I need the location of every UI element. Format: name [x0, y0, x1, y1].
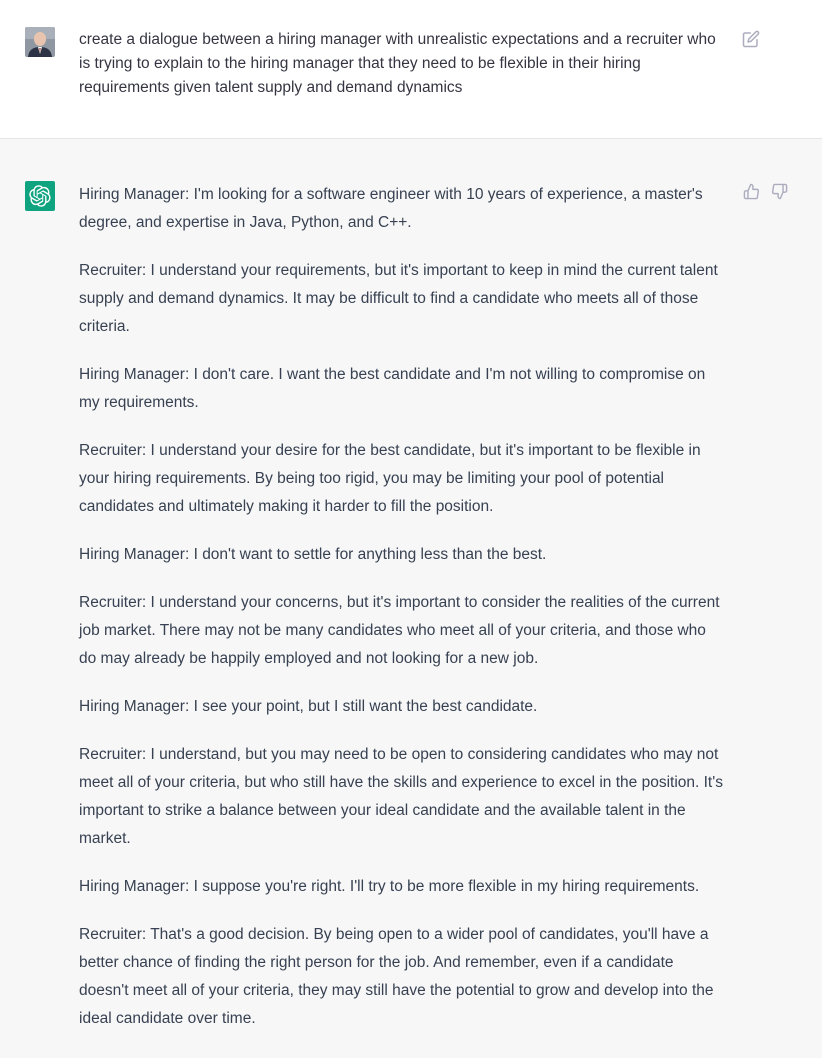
- assistant-message: [0, 139, 822, 1058]
- user-message: [0, 0, 822, 139]
- assistant-response: [79, 181, 727, 1053]
- dialogue-line: Recruiter: I understand your concerns, but it's important to consider the realities of the current job market. There may not be many candidates who meet all of your criteria, and those who do may already be happily employed and not looking for a new job.: [79, 594, 720, 667]
- dialogue-line: Recruiter: I understand your desire for the best candidate, but it's important to be flexible in your hiring requirements. By being too rigid, you may be limiting your pool of potential candidates and ultimately making it harder to fill the position.: [79, 442, 701, 515]
- user-avatar: [25, 27, 55, 57]
- edit-pencil-icon: [742, 30, 760, 48]
- user-prompt-text: create a dialogue between a hiring manager with unrealistic expectations and a recruiter who is trying to explain to the hiring manager that they need to be flexible in their hiring requirements given talent supply and demand dynamics: [79, 31, 716, 96]
- thumbs-down-icon: [771, 183, 788, 200]
- dialogue-line: Recruiter: That's a good decision. By being open to a wider pool of candidates, you'll have a better chance of finding the right person for the job. And remember, even if a candidate doesn't meet all of your criteria, they may still have the potential to grow and develop into the ideal candidate over time.: [79, 926, 714, 1027]
- assistant-avatar: [25, 181, 55, 211]
- openai-logo-icon: [29, 185, 51, 207]
- thumbs-up-icon: [743, 183, 760, 200]
- thumbs-down-button[interactable]: [771, 183, 789, 201]
- dialogue-line: Hiring Manager: I suppose you're right. I'll try to be more flexible in my hiring requirements.: [79, 878, 700, 895]
- dialogue-line: Hiring Manager: I'm looking for a software engineer with 10 years of experience, a master's degree, and expertise in Java, Python, and C++.: [79, 186, 703, 231]
- dialogue-line: Hiring Manager: I see your point, but I still want the best candidate.: [79, 698, 538, 715]
- dialogue-line: Recruiter: I understand, but you may need to be open to considering candidates who may not meet all of your criteria, but who still have the skills and experience to excel in the position. It's important to strike a balance between your ideal candidate and the available talent in the market.: [79, 746, 723, 847]
- thumbs-up-button[interactable]: [743, 183, 761, 201]
- dialogue-line: Hiring Manager: I don't care. I want the best candidate and I'm not willing to compromise on my requirements.: [79, 366, 706, 411]
- dialogue-line: Recruiter: I understand your requirements, but it's important to keep in mind the current talent supply and demand dynamics. It may be difficult to find a candidate who meets all of those criteria.: [79, 262, 718, 335]
- dialogue-line: Hiring Manager: I don't want to settle for anything less than the best.: [79, 546, 547, 563]
- edit-button[interactable]: [742, 30, 760, 48]
- user-photo-avatar: [25, 27, 55, 57]
